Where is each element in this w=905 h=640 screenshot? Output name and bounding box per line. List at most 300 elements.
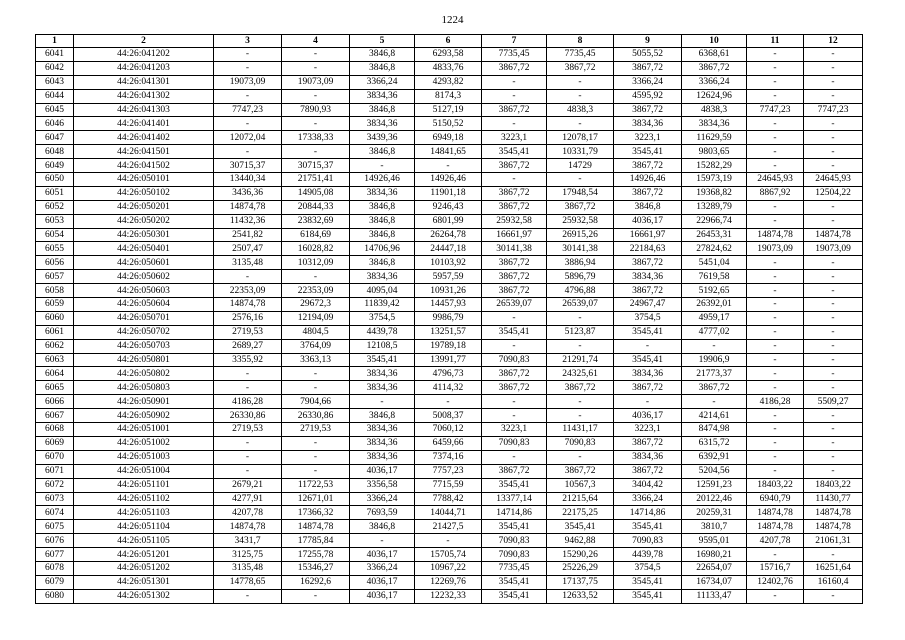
column-header-4: 4 — [282, 35, 350, 48]
table-cell: 14714,86 — [614, 506, 682, 520]
table-cell: 11901,18 — [415, 186, 482, 200]
header-row — [36, 35, 863, 48]
table-cell: 18403,22 — [804, 478, 863, 492]
table-cell: 9246,43 — [415, 200, 482, 214]
table-cell: - — [547, 409, 614, 423]
table-cell: - — [747, 200, 804, 214]
table-cell: - — [415, 534, 482, 548]
table-row — [36, 256, 863, 270]
table-cell: 44:26:041501 — [74, 145, 214, 159]
table-cell: 17137,75 — [547, 575, 614, 589]
table-cell: 6801,99 — [415, 214, 482, 228]
table-cell: 44:26:041301 — [74, 75, 214, 89]
table-cell: 6068 — [36, 423, 74, 437]
table-cell: 3867,72 — [614, 464, 682, 478]
table-row — [36, 186, 863, 200]
table-cell: 26264,78 — [415, 228, 482, 242]
table-cell: 4293,82 — [415, 75, 482, 89]
table-cell: 26453,31 — [682, 228, 747, 242]
table-cell: 3135,48 — [214, 561, 282, 575]
table-cell: 26539,07 — [547, 298, 614, 312]
table-cell: 6070 — [36, 450, 74, 464]
table-cell: 24447,18 — [415, 242, 482, 256]
table-row — [36, 353, 863, 367]
table-cell: 6049 — [36, 159, 74, 173]
table-cell: - — [804, 284, 863, 298]
table-cell: - — [214, 270, 282, 284]
table-cell: 21773,37 — [682, 367, 747, 381]
table-cell: 6080 — [36, 589, 74, 603]
table-cell: - — [747, 450, 804, 464]
table-cell: 3846,8 — [614, 200, 682, 214]
table-cell: 14729 — [547, 159, 614, 173]
table-cell: 16028,82 — [282, 242, 350, 256]
table-cell: 44:26:050902 — [74, 409, 214, 423]
table-cell: 3834,36 — [350, 270, 415, 284]
table-cell: 7735,45 — [547, 48, 614, 62]
table-cell: 44:26:051302 — [74, 589, 214, 603]
table-cell: 25932,58 — [482, 214, 547, 228]
table-cell: 14841,65 — [415, 145, 482, 159]
table-cell: - — [804, 214, 863, 228]
table-cell: 3545,41 — [350, 353, 415, 367]
table-cell: 44:26:050702 — [74, 325, 214, 339]
table-cell: - — [747, 325, 804, 339]
table-cell: 3545,41 — [614, 325, 682, 339]
table-cell: 3355,92 — [214, 353, 282, 367]
table-row — [36, 89, 863, 103]
table-cell: 3867,72 — [482, 464, 547, 478]
table-cell: 20259,31 — [682, 506, 747, 520]
table-cell: 6066 — [36, 395, 74, 409]
table-cell: 6065 — [36, 381, 74, 395]
table-cell: - — [214, 48, 282, 62]
table-cell: 17948,54 — [547, 186, 614, 200]
table-cell: - — [747, 256, 804, 270]
table-cell: 4036,17 — [350, 589, 415, 603]
table-cell: 3846,8 — [350, 409, 415, 423]
table-row — [36, 450, 863, 464]
table-cell: 7090,83 — [614, 534, 682, 548]
table-cell: 3867,72 — [482, 256, 547, 270]
table-cell: 21751,41 — [282, 173, 350, 187]
table-row — [36, 436, 863, 450]
table-cell: 7747,23 — [804, 103, 863, 117]
table-cell: - — [747, 214, 804, 228]
table-cell: 7788,42 — [415, 492, 482, 506]
table-cell: 11839,42 — [350, 298, 415, 312]
table-cell: 7735,45 — [482, 561, 547, 575]
table-cell: 10331,79 — [547, 145, 614, 159]
table-cell: - — [804, 311, 863, 325]
table-cell: 21061,31 — [804, 534, 863, 548]
table-cell: 5896,79 — [547, 270, 614, 284]
table-cell: 2679,21 — [214, 478, 282, 492]
table-cell: 3867,72 — [547, 464, 614, 478]
table-cell: - — [214, 464, 282, 478]
table-cell: 44:26:051103 — [74, 506, 214, 520]
column-header-8: 8 — [547, 35, 614, 48]
table-cell: 4207,78 — [747, 534, 804, 548]
table-cell: 7904,66 — [282, 395, 350, 409]
table-cell: 12591,23 — [682, 478, 747, 492]
table-cell: 4838,3 — [547, 103, 614, 117]
table-cell: 6044 — [36, 89, 74, 103]
table-cell: 44:26:050101 — [74, 173, 214, 187]
table-cell: 6073 — [36, 492, 74, 506]
table-cell: 16980,21 — [682, 548, 747, 562]
table-cell: 15973,19 — [682, 173, 747, 187]
table-cell: 3363,13 — [282, 353, 350, 367]
table-cell: 3867,72 — [547, 61, 614, 75]
table-cell: 16160,4 — [804, 575, 863, 589]
table-cell: 3867,72 — [614, 61, 682, 75]
table-cell: 3545,41 — [482, 575, 547, 589]
table-cell: 3834,36 — [350, 381, 415, 395]
table-cell: 44:26:051003 — [74, 450, 214, 464]
table-row — [36, 506, 863, 520]
table-cell: 7715,59 — [415, 478, 482, 492]
table-cell: 6076 — [36, 534, 74, 548]
table-row — [36, 492, 863, 506]
table-cell: - — [214, 367, 282, 381]
column-header-5: 5 — [350, 35, 415, 48]
table-row — [36, 145, 863, 159]
table-cell: - — [282, 48, 350, 62]
table-cell: 6368,61 — [682, 48, 747, 62]
table-cell: 11722,53 — [282, 478, 350, 492]
table-cell: - — [214, 89, 282, 103]
table-cell: 3135,48 — [214, 256, 282, 270]
table-cell: - — [747, 409, 804, 423]
table-cell: 6078 — [36, 561, 74, 575]
table-cell: 2719,53 — [214, 325, 282, 339]
table-cell: 19073,09 — [747, 242, 804, 256]
table-cell: 6062 — [36, 339, 74, 353]
table-row — [36, 381, 863, 395]
table-cell: - — [482, 89, 547, 103]
table-cell: 3223,1 — [482, 131, 547, 145]
table-cell: 3834,36 — [614, 450, 682, 464]
table-cell: 44:26:051004 — [74, 464, 214, 478]
table-cell: - — [282, 367, 350, 381]
table-cell: 3867,72 — [614, 256, 682, 270]
table-row — [36, 117, 863, 131]
table-cell: 4959,17 — [682, 311, 747, 325]
table-cell: - — [804, 367, 863, 381]
table-cell: 6063 — [36, 353, 74, 367]
table-cell: 14905,08 — [282, 186, 350, 200]
table-cell: 3834,36 — [350, 436, 415, 450]
table-cell: - — [747, 145, 804, 159]
table-cell: 5127,19 — [415, 103, 482, 117]
table-cell: - — [547, 395, 614, 409]
table-cell: 7747,23 — [214, 103, 282, 117]
table-row — [36, 75, 863, 89]
table-cell: 4186,28 — [214, 395, 282, 409]
table-cell: - — [804, 75, 863, 89]
table-cell: - — [415, 159, 482, 173]
page-number: 1224 — [441, 14, 464, 26]
table-cell: 44:26:050802 — [74, 367, 214, 381]
table-cell: 44:26:050401 — [74, 242, 214, 256]
table-cell: 6064 — [36, 367, 74, 381]
table-cell: 14874,78 — [282, 520, 350, 534]
table-cell: 3223,1 — [614, 131, 682, 145]
table-cell: 6046 — [36, 117, 74, 131]
table-cell: 3867,72 — [682, 61, 747, 75]
table-cell: 3436,36 — [214, 186, 282, 200]
table-cell: 10967,22 — [415, 561, 482, 575]
table-cell: 44:26:041402 — [74, 131, 214, 145]
table-cell: 5192,65 — [682, 284, 747, 298]
table-cell: 3846,8 — [350, 48, 415, 62]
table-cell: 5204,56 — [682, 464, 747, 478]
table-cell: 16734,07 — [682, 575, 747, 589]
table-cell: - — [747, 89, 804, 103]
table-cell: 44:26:051202 — [74, 561, 214, 575]
table-cell: 3834,36 — [350, 89, 415, 103]
table-cell: 7747,23 — [747, 103, 804, 117]
column-header-9: 9 — [614, 35, 682, 48]
table-row — [36, 214, 863, 228]
table-cell: - — [282, 61, 350, 75]
table-row — [36, 298, 863, 312]
table-cell: 7090,83 — [482, 534, 547, 548]
table-cell: 44:26:050801 — [74, 353, 214, 367]
table-cell: 3545,41 — [482, 520, 547, 534]
table-cell: - — [804, 339, 863, 353]
table-cell: 26539,07 — [482, 298, 547, 312]
table-cell: 6054 — [36, 228, 74, 242]
table-cell: - — [482, 117, 547, 131]
table-cell: 44:26:041303 — [74, 103, 214, 117]
table-cell: 7090,83 — [482, 436, 547, 450]
table-cell: 6053 — [36, 214, 74, 228]
table-row — [36, 311, 863, 325]
table-cell: - — [747, 548, 804, 562]
table-cell: 26330,86 — [214, 409, 282, 423]
table-cell: 12072,04 — [214, 131, 282, 145]
table-cell: - — [682, 339, 747, 353]
table-cell: 4036,17 — [350, 575, 415, 589]
table-cell: - — [804, 589, 863, 603]
table-cell: 44:26:051201 — [74, 548, 214, 562]
table-cell: - — [747, 61, 804, 75]
table-cell: 3846,8 — [350, 145, 415, 159]
table-cell: - — [482, 395, 547, 409]
column-header-2: 2 — [74, 35, 214, 48]
table-cell: 3754,5 — [614, 311, 682, 325]
table-cell: - — [747, 436, 804, 450]
table-body — [36, 48, 863, 604]
table-cell: 3439,36 — [350, 131, 415, 145]
table-cell: 3834,36 — [350, 117, 415, 131]
table-cell: 44:26:050603 — [74, 284, 214, 298]
table-cell: - — [747, 117, 804, 131]
table-cell: 22654,07 — [682, 561, 747, 575]
table-cell: - — [804, 117, 863, 131]
table-cell: 7693,59 — [350, 506, 415, 520]
table-cell: - — [214, 145, 282, 159]
table-cell: - — [350, 534, 415, 548]
table-cell: 6067 — [36, 409, 74, 423]
table-cell: 12633,52 — [547, 589, 614, 603]
table-cell: - — [747, 353, 804, 367]
column-header-11: 11 — [747, 35, 804, 48]
table-cell: 11629,59 — [682, 131, 747, 145]
table-cell: 4186,28 — [747, 395, 804, 409]
table-row — [36, 548, 863, 562]
table-row — [36, 395, 863, 409]
table-cell: 3834,36 — [682, 117, 747, 131]
table-cell: - — [482, 75, 547, 89]
table-cell: 5451,04 — [682, 256, 747, 270]
table-cell: 3545,41 — [614, 145, 682, 159]
table-cell: 44:26:051101 — [74, 478, 214, 492]
table-cell: 3834,36 — [350, 423, 415, 437]
column-header-3: 3 — [214, 35, 282, 48]
table-cell: 18403,22 — [747, 478, 804, 492]
column-header-12: 12 — [804, 35, 863, 48]
table-cell: 24645,93 — [747, 173, 804, 187]
table-cell: - — [747, 270, 804, 284]
table-cell: - — [350, 159, 415, 173]
table-cell: 44:26:050701 — [74, 311, 214, 325]
table-row — [36, 131, 863, 145]
table-cell: 5123,87 — [547, 325, 614, 339]
table-cell: 4833,76 — [415, 61, 482, 75]
table-cell: 5150,52 — [415, 117, 482, 131]
table-cell: 6043 — [36, 75, 74, 89]
table-cell: 7090,83 — [482, 548, 547, 562]
table-cell: 4214,61 — [682, 409, 747, 423]
table-cell: 2689,27 — [214, 339, 282, 353]
table-cell: 3356,58 — [350, 478, 415, 492]
table-cell: 2507,47 — [214, 242, 282, 256]
table-cell: 30141,38 — [547, 242, 614, 256]
table-cell: 3846,8 — [350, 200, 415, 214]
table-cell: 6051 — [36, 186, 74, 200]
table-cell: 3834,36 — [350, 450, 415, 464]
table-cell: 44:26:051001 — [74, 423, 214, 437]
table-cell: 20844,33 — [282, 200, 350, 214]
table-cell: 6060 — [36, 311, 74, 325]
table-cell: 44:26:050901 — [74, 395, 214, 409]
table-cell: 4095,04 — [350, 284, 415, 298]
table-cell: - — [547, 311, 614, 325]
table-cell: 6940,79 — [747, 492, 804, 506]
table-cell: 6042 — [36, 61, 74, 75]
table-cell: 10567,3 — [547, 478, 614, 492]
table-cell: - — [547, 173, 614, 187]
table-cell: 12402,76 — [747, 575, 804, 589]
table-cell: 2719,53 — [282, 423, 350, 437]
table-cell: 16251,64 — [804, 561, 863, 575]
table-cell: - — [214, 450, 282, 464]
table-cell: 44:26:051104 — [74, 520, 214, 534]
table-cell: 44:26:051102 — [74, 492, 214, 506]
table-cell: 6072 — [36, 478, 74, 492]
table-cell: 15282,29 — [682, 159, 747, 173]
table-cell: - — [547, 117, 614, 131]
table-cell: 3886,94 — [547, 256, 614, 270]
table-cell: 6077 — [36, 548, 74, 562]
table-cell: - — [747, 311, 804, 325]
table-row — [36, 103, 863, 117]
table-cell: 3867,72 — [482, 200, 547, 214]
table-cell: 6050 — [36, 173, 74, 187]
table-cell: 7890,93 — [282, 103, 350, 117]
table-cell: 6041 — [36, 48, 74, 62]
table-cell: 12671,01 — [282, 492, 350, 506]
table-cell: 3834,36 — [350, 186, 415, 200]
table-cell: 3867,72 — [482, 270, 547, 284]
table-row — [36, 464, 863, 478]
table-cell: - — [747, 159, 804, 173]
table-cell: 11430,77 — [804, 492, 863, 506]
table-cell: 14874,78 — [804, 520, 863, 534]
table-cell: 6184,69 — [282, 228, 350, 242]
table-cell: 4036,17 — [614, 214, 682, 228]
table-cell: 3125,75 — [214, 548, 282, 562]
table-cell: 9803,65 — [682, 145, 747, 159]
table-cell: 20122,46 — [682, 492, 747, 506]
table-cell: - — [804, 256, 863, 270]
table-cell: - — [482, 450, 547, 464]
table-cell: 24645,93 — [804, 173, 863, 187]
table-cell: 4804,5 — [282, 325, 350, 339]
table-row — [36, 270, 863, 284]
table-cell: 5957,59 — [415, 270, 482, 284]
table-cell: - — [804, 353, 863, 367]
table-cell: 44:26:050703 — [74, 339, 214, 353]
table-cell: 17255,78 — [282, 548, 350, 562]
table-cell: 44:26:050301 — [74, 228, 214, 242]
table-cell: - — [804, 436, 863, 450]
table-cell: 4207,78 — [214, 506, 282, 520]
table-cell: - — [804, 381, 863, 395]
table-cell: 6069 — [36, 436, 74, 450]
table-cell: 26330,86 — [282, 409, 350, 423]
table-cell: 3867,72 — [614, 381, 682, 395]
table-cell: 16292,6 — [282, 575, 350, 589]
table-cell: - — [804, 548, 863, 562]
table-cell: 3867,72 — [614, 436, 682, 450]
table-cell: 16661,97 — [614, 228, 682, 242]
table-cell: 3867,72 — [614, 284, 682, 298]
table-cell: - — [282, 89, 350, 103]
table-cell: - — [547, 450, 614, 464]
table-cell: - — [282, 117, 350, 131]
table-cell: 6048 — [36, 145, 74, 159]
table-cell: - — [747, 75, 804, 89]
table-cell: 6045 — [36, 103, 74, 117]
table-cell: 30715,37 — [282, 159, 350, 173]
table-cell: 12078,17 — [547, 131, 614, 145]
table-cell: - — [747, 423, 804, 437]
table-cell: 14874,78 — [214, 298, 282, 312]
table-cell: 3223,1 — [482, 423, 547, 437]
table-cell: - — [804, 270, 863, 284]
table-cell: 2719,53 — [214, 423, 282, 437]
table-cell: 7090,83 — [547, 436, 614, 450]
table-cell: 9595,01 — [682, 534, 747, 548]
table-cell: 26392,01 — [682, 298, 747, 312]
table-cell: 4796,73 — [415, 367, 482, 381]
table-cell: 3867,72 — [482, 61, 547, 75]
table-cell: - — [482, 173, 547, 187]
